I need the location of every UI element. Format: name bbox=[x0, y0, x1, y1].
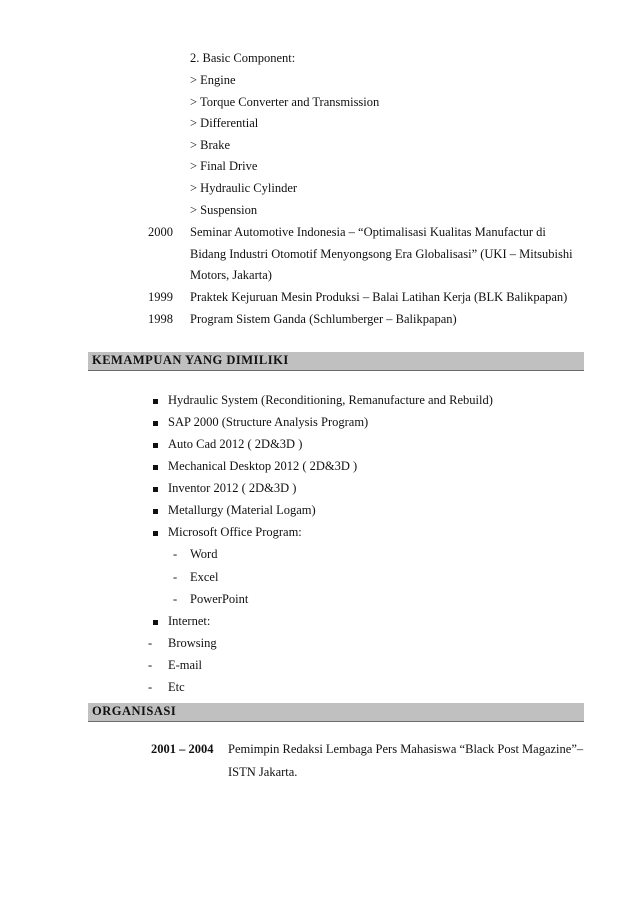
training-year: 2000 bbox=[148, 225, 173, 239]
component-item: > Engine bbox=[190, 73, 236, 87]
bullet-square-icon bbox=[153, 465, 158, 470]
dash-marker: - bbox=[173, 570, 178, 584]
internet-subitem: Etc bbox=[168, 680, 185, 694]
training-year: 1998 bbox=[148, 312, 173, 326]
skill-item: SAP 2000 (Structure Analysis Program) bbox=[168, 415, 369, 429]
internet-subitem: E-mail bbox=[168, 658, 203, 672]
dash-marker: - bbox=[173, 592, 178, 606]
training-year: 1999 bbox=[148, 290, 173, 304]
training-line: Motors, Jakarta) bbox=[190, 268, 272, 282]
skill-item: Hydraulic System (Reconditioning, Remanufacture and Rebuild) bbox=[168, 393, 493, 407]
dash-marker: - bbox=[148, 636, 153, 650]
component-item: > Brake bbox=[190, 138, 231, 152]
component-item: > Hydraulic Cylinder bbox=[190, 181, 298, 195]
skills-section-bar bbox=[88, 352, 584, 371]
bullet-square-icon bbox=[153, 620, 158, 625]
training-line: Seminar Automotive Indonesia – “Optimalisasi Kualitas Manufactur di bbox=[190, 225, 546, 239]
organization-section-bar bbox=[88, 703, 584, 722]
dash-marker: - bbox=[148, 658, 153, 672]
skill-item: Microsoft Office Program: bbox=[168, 525, 302, 539]
bullet-square-icon bbox=[153, 443, 158, 448]
organization-line: Pemimpin Redaksi Lembaga Pers Mahasiswa “Black Post Magazine”– bbox=[228, 742, 584, 756]
organization-section-title: ORGANISASI bbox=[92, 704, 177, 718]
training-line: Bidang Industri Otomotif Menyongsong Era Globalisasi” (UKI – Mitsubishi bbox=[190, 247, 573, 261]
bullet-square-icon bbox=[153, 509, 158, 514]
dash-marker: - bbox=[173, 547, 178, 561]
bullet-square-icon bbox=[153, 487, 158, 492]
component-item: > Torque Converter and Transmission bbox=[190, 95, 380, 109]
skill-item: Auto Cad 2012 ( 2D&3D ) bbox=[168, 437, 303, 451]
internet-label: Internet: bbox=[168, 614, 211, 628]
component-item: > Differential bbox=[190, 116, 259, 130]
skill-item: Mechanical Desktop 2012 ( 2D&3D ) bbox=[168, 459, 358, 473]
bullet-square-icon bbox=[153, 399, 158, 404]
basic-component-heading: 2. Basic Component: bbox=[190, 51, 296, 65]
internet-subitem: Browsing bbox=[168, 636, 217, 650]
skills-section-title: KEMAMPUAN YANG DIMILIKI bbox=[92, 353, 289, 367]
organization-line: ISTN Jakarta. bbox=[228, 765, 298, 779]
dash-marker: - bbox=[148, 680, 153, 694]
training-line: Program Sistem Ganda (Schlumberger – Balikpapan) bbox=[190, 312, 457, 326]
organization-period: 2001 – 2004 bbox=[151, 742, 214, 756]
office-subitem: Word bbox=[190, 547, 218, 561]
skill-item: Inventor 2012 ( 2D&3D ) bbox=[168, 481, 297, 495]
bullet-square-icon bbox=[153, 531, 158, 536]
office-subitem: Excel bbox=[190, 570, 219, 584]
bullet-square-icon bbox=[153, 421, 158, 426]
training-line: Praktek Kejuruan Mesin Produksi – Balai Latihan Kerja (BLK Balikpapan) bbox=[190, 290, 568, 304]
component-item: > Final Drive bbox=[190, 159, 258, 173]
office-subitem: PowerPoint bbox=[190, 592, 249, 606]
skill-item: Metallurgy (Material Logam) bbox=[168, 503, 316, 517]
component-item: > Suspension bbox=[190, 203, 258, 217]
